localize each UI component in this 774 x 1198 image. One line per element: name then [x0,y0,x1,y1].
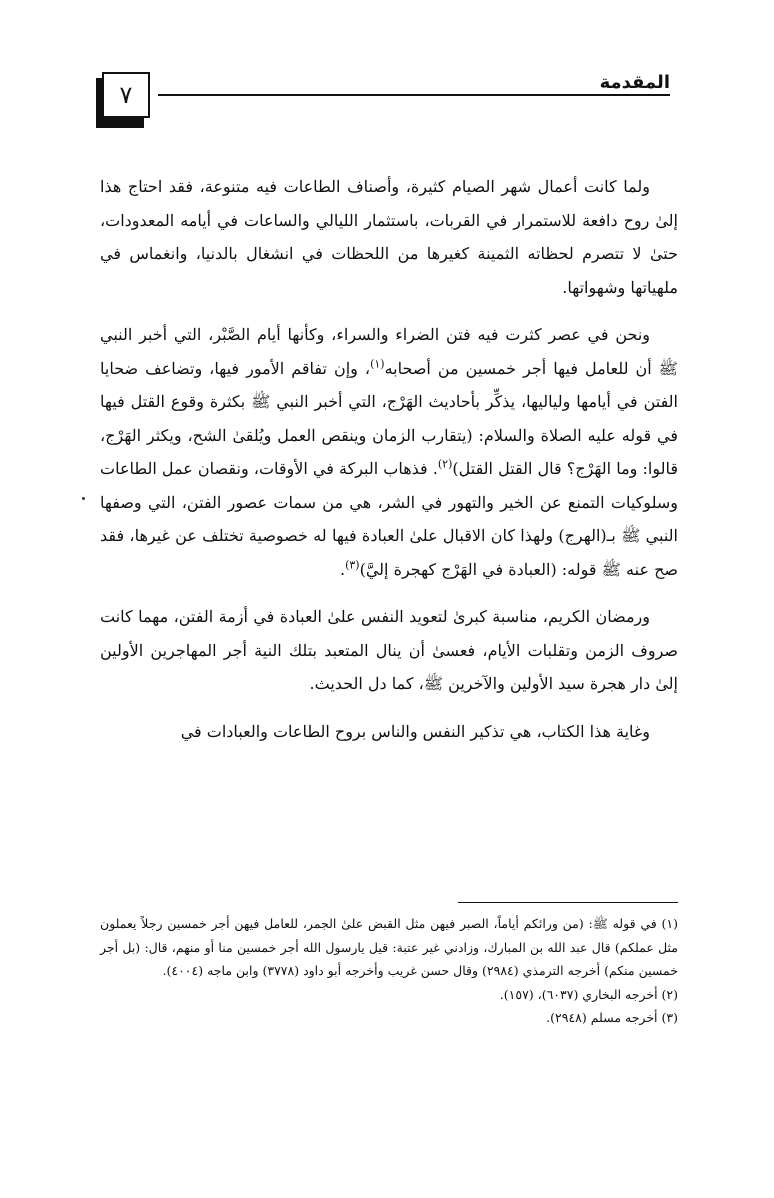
footnote-ref-3: (٣) [345,558,360,572]
paragraph-2 [100,318,678,586]
paragraph-2-end: . [339,559,346,579]
paragraph-2-part-1: ونحن في عصر كثرت فيه فتن الضراء والسراء، وكأنها أيام الصَّبْر، التي أخبر النبي ﷺ أن للعامل فيها أجر خمسين من أصحابه [100,325,679,378]
paragraph-2-part-2: ، وإن تفاقم الأمور فيها، وتضاعف ضحايا الفتن في أيامها ولياليها، يذكِّر بأحاديث الهَرْج، التي أخبر النبي ﷺ بكثرة وقوع القتل فيها في قوله عليه الصلاة والسلام: (يتقارب الزمان وينقص العمل ويُلقىٰ الشح، ويكثر الهَرْج، قالوا: وما الهَرْج؟ قال القتل القتل) [100,358,678,478]
paragraph-1: ولما كانت أعمال شهر الصيام كثيرة، وأصناف الطاعات فيه متنوعة، فقد احتاج هذا إلىٰ روح دافعة للاستمرار في القربات، باستثمار الليالي والساعات في أيامه المعدودات، حتىٰ لا تتصرم لحظاته الثمينة كغيرها من اللحظات في انشغال بالدنيا، وانغماس في ملهياتها وشهواتها. [100,177,679,297]
margin-speck [82,497,85,500]
paragraph-3: ورمضان الكريم، مناسبة كبرىٰ لتعويد النفس علىٰ العبادة في أزمة الفتن، مهما كانت صروف الزمن وتقلبات الأيام، فعسىٰ أن ينال المتعبد بتلك النية أجر المهاجرين الأولين إلىٰ دار هجرة سيد الأولين والآخرين ﷺ، كما دل الحديث. [100,607,678,693]
page-header [96,58,670,128]
footnote-separator [458,902,678,903]
footnote-2: (٢) أخرجه البخاري (٦٠٣٧)، (١٥٧). [499,986,678,1002]
footnotes [100,912,678,1030]
footnote-ref-2: (٢) [437,457,453,471]
footnote-ref-1: (١) [370,357,385,371]
main-text [100,170,678,762]
footnote-1: (١) في قوله ﷺ: (من ورائكم أياماً، الصبر فيهن مثل القبض علىٰ الجمر، للعامل فيهن أجر خمسين رجلاً يعملون مثل عملكم) قال عبد الله بن المبارك، وزادني غير عتبة: قيل يارسول الله أجر خمسين منا أو منهم، قال: (بل أجر خمسين منكم) أخرجه الترمذي (٢٩٨٤) وقال حسن غريب وأخرجه أبو داود (٣٧٧٨) وابن ماجه (٤٠٠٤). [100,916,678,978]
page-number: ٧ [102,72,150,118]
paragraph-4: وغاية هذا الكتاب، هي تذكير النفس والناس بروح الطاعات والعبادات في [180,721,650,741]
paragraph-2-part-3: . فذهاب البركة في الأوقات، ونقصان عمل الطاعات وسلوكيات التمنع عن الخير والتهور في الشر، هي من سمات عصور الفتن، التي وصفها النبي ﷺ بـ(الهرج) ولهذا كان الاقبال علىٰ العبادة فيها له خصوصية تختلف عن غيرها، فقد صح عنه ﷺ قوله: (العبادة في الهَرْج كهجرة إليَّ) [100,459,678,579]
footnote-3: (٣) أخرجه مسلم (٢٩٤٨). [546,1010,678,1025]
header-rule [158,94,670,96]
running-title: المقدمة [599,72,670,93]
